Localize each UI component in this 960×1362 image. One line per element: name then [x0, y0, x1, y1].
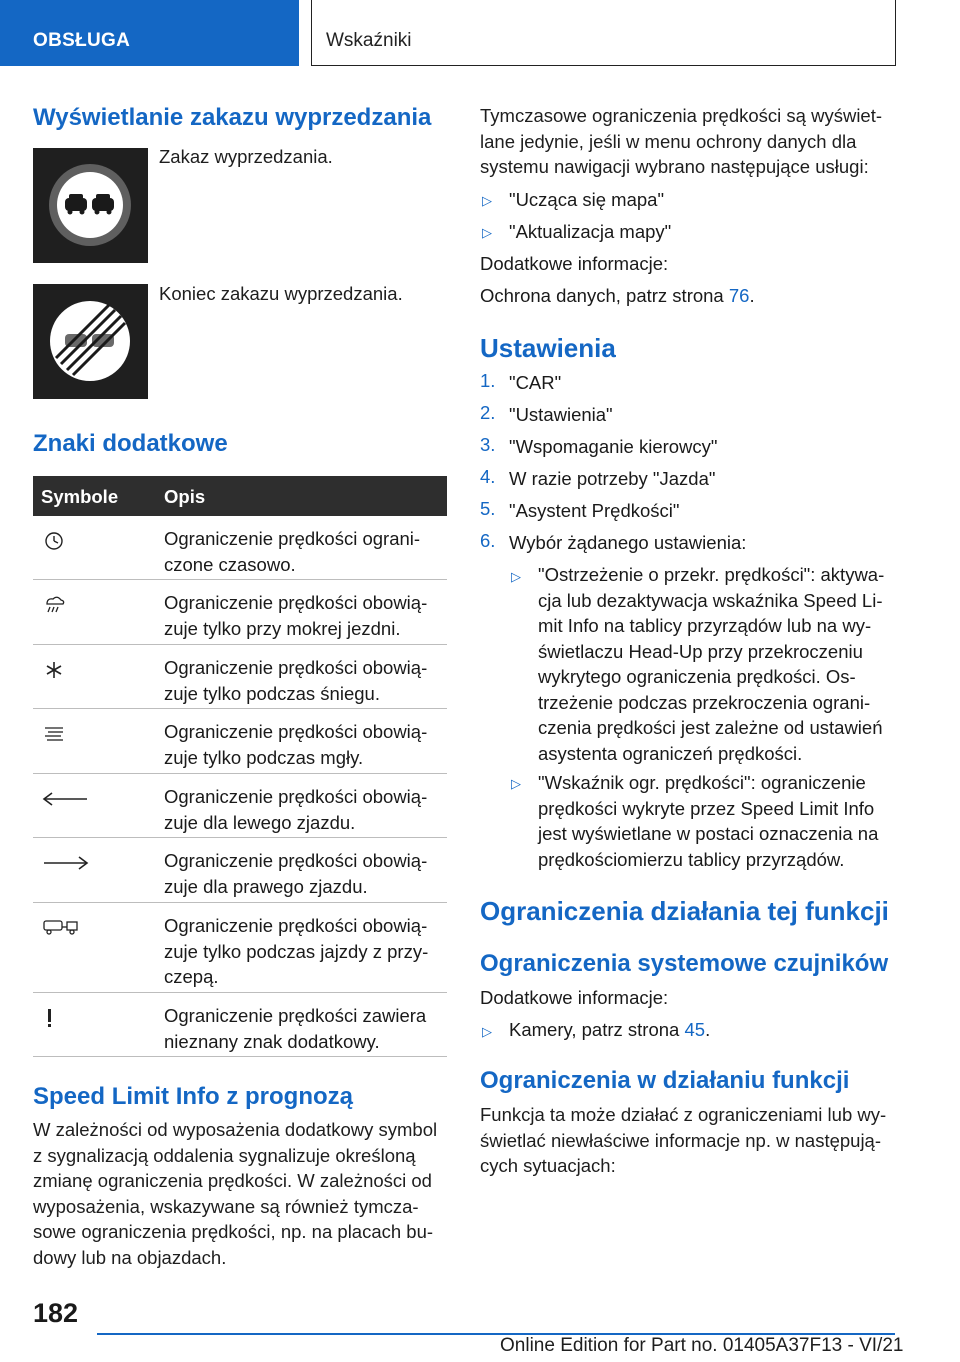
row-description: Ograniczenie prędkości obowią- zuje dla prawego zjazdu.	[164, 850, 428, 897]
bullet-triangle-icon: ▷	[482, 193, 492, 208]
step-text: "Asystent Prędkości"	[509, 500, 680, 521]
step-number: 5.	[480, 498, 496, 519]
table-row	[33, 580, 447, 645]
row-description: Ograniczenie prędkości obowią- zuje tylko podczas jajzdy z przy- czepą.	[164, 915, 429, 987]
step-text: "Wspomaganie kierowcy"	[509, 436, 718, 457]
table-row	[33, 645, 447, 709]
heading-additional-signs: Znaki dodatkowe	[33, 430, 228, 457]
step-text: Wybór żądanego ustawienia:	[509, 532, 747, 553]
cameras-reference: Kamery, patrz strona 45.	[509, 1019, 711, 1040]
arrow-left-icon	[41, 788, 91, 810]
col-header-description: Opis	[164, 486, 206, 507]
page-title: Wskaźniki	[326, 30, 412, 51]
step-text: "CAR"	[509, 372, 562, 393]
table-row	[33, 838, 447, 903]
heading-operation-limits: Ograniczenia w działaniu funkcji	[480, 1067, 850, 1094]
section-tab[interactable]: OBSŁUGA	[0, 0, 299, 66]
operation-paragraph: Funkcja ta może działać z ograniczeniami lub wy- świetlać niewłaściwe informacje np. w następują- cych sytuacjach:	[480, 1104, 887, 1176]
row-description: Ograniczenie prędkości obowią- zuje tylko podczas mgły.	[164, 721, 428, 768]
heading-forecast: Speed Limit Info z prognozą	[33, 1083, 353, 1110]
heading-function-limits: Ograniczenia działania tej funkcji	[480, 896, 889, 926]
row-description: Ograniczenie prędkości obowią- zuje dla lewego zjazdu.	[164, 786, 428, 833]
exclamation-icon	[41, 1007, 67, 1029]
col-header-symbols: Symbole	[41, 486, 119, 507]
table-row	[33, 903, 447, 993]
bullet-triangle-icon: ▷	[511, 569, 521, 584]
footer-edition: Online Edition for Part no. 01405A37F13 - VI/21	[500, 1335, 904, 1356]
sub-bullet-indicator: "Wskaźnik ogr. prędkości": ograniczenie prędkości wykryte przez Speed Limit Info jest wyświetlane w postaci oznaczenia na prędkościomierzu tablicy przyrządów.	[538, 772, 879, 870]
row-description: Ograniczenie prędkości zawiera nieznany znak dodatkowy.	[164, 1005, 427, 1052]
bullet-item: "Ucząca się mapa"	[509, 189, 665, 210]
page-number: 182	[33, 1298, 79, 1328]
car-trailer-icon	[41, 917, 81, 939]
bullet-triangle-icon: ▷	[482, 225, 492, 240]
heading-sensor-limits: Ograniczenia systemowe czujników	[480, 950, 889, 977]
step-text: "Ustawienia"	[509, 404, 613, 425]
additional-info-label: Dodatkowe informacje:	[480, 253, 669, 274]
table-row	[33, 516, 447, 580]
cameras-page-link[interactable]: 45	[684, 1019, 706, 1040]
arrow-right-icon	[41, 852, 91, 874]
heading-no-overtaking: Wyświetlanie zakazu wyprzedzania	[33, 104, 432, 131]
intro-paragraph: Tymczasowe ograniczenia prędkości są wyświet- lane jedynie, jeśli w menu ochrony danych dla systemu nawigacji wybrano następujące usługi:	[480, 105, 883, 177]
sub-bullet-warning: "Ostrzeżenie o przekr. prędkości": aktywa- cja lub dezaktywacja wskaźnika Speed Li- mit Info na tablicy przyrządów lub na wy- świetlaczu Head-Up przy przekroczeniu wykrytego ograniczenia prędkości. Os- trzeżenie podczas przekroczenia ograni- czenia prędkości jest zależne od ustawień asystenta ograniczeń prędkości.	[538, 564, 885, 764]
row-description: Ograniczenie prędkości obowią- zuje tylko podczas śniegu.	[164, 657, 428, 704]
privacy-page-link[interactable]: 76	[728, 285, 750, 306]
privacy-reference: Ochrona danych, patrz strona 76.	[480, 285, 755, 306]
clock-icon	[41, 530, 67, 552]
step-number: 2.	[480, 402, 496, 423]
step-number: 4.	[480, 466, 496, 487]
end-no-overtaking-sign-image	[33, 284, 148, 399]
row-description: Ograniczenie prędkości obowią- zuje tylko przy mokrej jezdni.	[164, 592, 428, 639]
step-text: W razie potrzeby "Jazda"	[509, 468, 716, 489]
table-row	[33, 709, 447, 774]
fog-icon	[41, 723, 67, 745]
sensors-info-label: Dodatkowe informacje:	[480, 987, 669, 1008]
forecast-paragraph: W zależności od wyposażenia dodatkowy symbol z sygnalizacją oddalenia sygnalizuje określoną zmianę ograniczenia prędkości. W zależności od wyposażenia, wskazywane są również tymcza- sowe ograniczenia prędkości, np. na placach bu- dowy lub na objazdach.	[33, 1119, 438, 1268]
bullet-item: "Aktualizacja mapy"	[509, 221, 672, 242]
heading-settings: Ustawienia	[480, 333, 616, 363]
step-number: 1.	[480, 370, 496, 391]
additional-signs-table	[33, 476, 447, 1057]
caption-end-no-overtaking: Koniec zakazu wyprzedzania.	[159, 283, 403, 304]
end-no-overtaking-sign-icon	[33, 284, 148, 399]
no-overtaking-sign-image	[33, 148, 148, 263]
snowflake-icon	[41, 659, 67, 681]
row-description: Ograniczenie prędkości ograni- czone czasowo.	[164, 528, 421, 575]
no-overtaking-sign-icon	[33, 148, 148, 263]
step-number: 6.	[480, 530, 496, 551]
table-row	[33, 774, 447, 838]
bullet-triangle-icon: ▷	[511, 776, 521, 791]
table-row	[33, 993, 447, 1057]
rain-icon	[41, 594, 67, 616]
step-number: 3.	[480, 434, 496, 455]
caption-no-overtaking: Zakaz wyprzedzania.	[159, 146, 333, 167]
table-header	[33, 476, 447, 516]
bullet-triangle-icon: ▷	[482, 1024, 492, 1039]
